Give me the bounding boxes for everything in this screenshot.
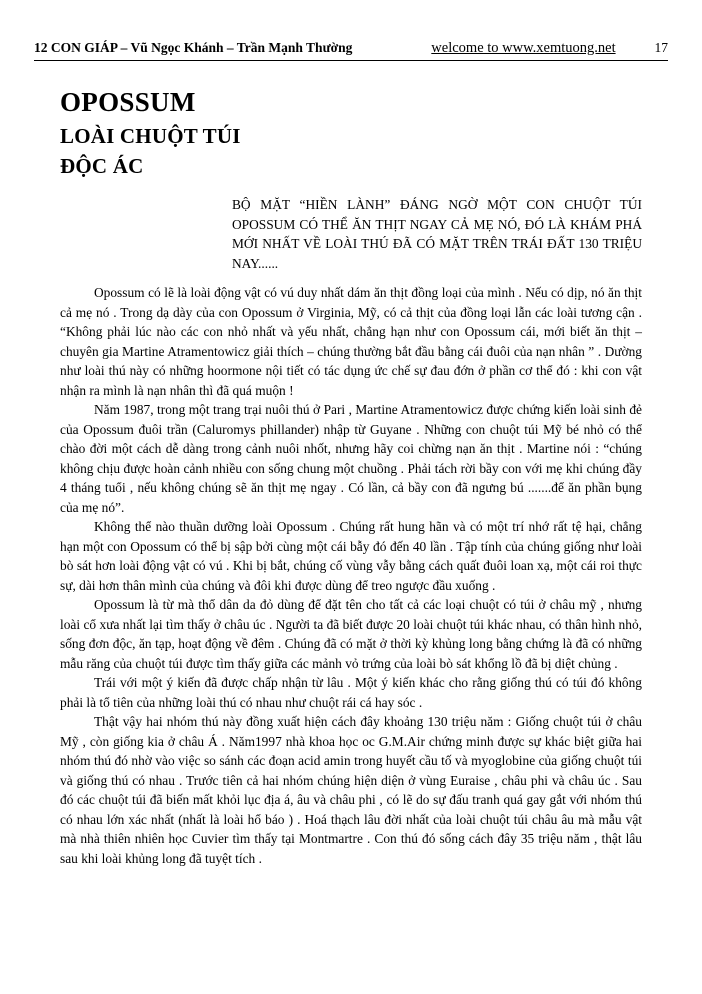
page-header bbox=[34, 40, 668, 59]
article-paragraph: Opossum là từ mà thổ dân da đỏ dùng để đặt tên cho tất cả các loại chuột có túi ở châu mỹ , nhưng loài cổ xưa nhất lại tìm thấy ở châu úc . Người ta đã biết được 20 loài chuột túi khác nhau, có thân hình nhỏ, sống đơn độc, ăn tạp, hoạt động về đêm . Chúng đã có mặt ở thời kỳ khủng long bằng chứng là đã có những mẫu răng của chuột túi được tìm thấy giữa các mảnh vỏ trứng của loài bò sát khổng lồ đã bị diệt chủng . bbox=[60, 597, 642, 671]
header-page-number: 17 bbox=[654, 40, 668, 55]
article-paragraph: Không thể nào thuần dưỡng loài Opossum . Chúng rất hung hãn và có một trí nhớ rất tệ hại, chẳng hạn một con Opossum có thể bị sập bởi cùng một cái bẫy đó đến 40 lần . Tập tính của chúng giống như loài bò sát hơn loài động vật có vú . Khi bị bắt, chúng cố vùng vẫy bằng cách quất đuôi loan xạ, một cái roi thực sự, dài hơn thân mình của chúng và đôi khi được dùng để treo ngược đầu xuống . bbox=[60, 519, 642, 593]
article-paragraph: Opossum có lẽ là loài động vật có vú duy nhất dám ăn thịt đồng loại của mình . Nếu có dịp, nó ăn thịt cả mẹ nó . Trong dạ dày của con Opossum ở Virginia, Mỹ, có cả thịt của đồng loại lẫn các loài tương cận . “Không phải lúc nào các con nhỏ nhất và yếu nhất, chẳng hạn như con Opossum cái, mới biết ăn thịt – chuyên gia Martine Atramentowicz giải thích – chúng thường bắt đầu bằng cái đuôi của nạn nhân ” . Dường như loài thú này có những hoormone nội tiết có tác dụng ức chế sự đau đớn ở phần cơ thể đó : khi con vật nhận ra mình là nạn nhân thì đã quá muộn ! bbox=[60, 285, 642, 398]
page-subtitle-secondary: ĐỘC ÁC bbox=[60, 154, 144, 178]
page-subtitle: LOÀI CHUỘT TÚI bbox=[60, 124, 241, 148]
page-title: OPOSSUM bbox=[60, 87, 196, 117]
article-paragraph: Trái với một ý kiến đã được chấp nhận từ lâu . Một ý kiến khác cho rằng giống thú có túi đó không phải là tổ tiên của những loài thú có nhau như chuột rái cá hay sóc . bbox=[60, 675, 642, 710]
header-website-link[interactable]: welcome to www.xemtuong.net bbox=[431, 40, 616, 56]
header-book-title: 12 CON GIÁP – Vũ Ngọc Khánh – Trần Mạnh Thường bbox=[34, 40, 353, 55]
article-paragraph: Thật vậy hai nhóm thú này đồng xuất hiện cách đây khoảng 130 triệu năm : Giống chuột túi ở châu Mỹ , còn giống kia ở châu Á . Năm1997 nhà khoa học oc G.M.Air chứng minh được sự khác biệt giữa hai nhóm thú đó nhờ vào việc so sánh các đoạn acid amin trong huyết cầu tố và myoglobine của giống chuột túi và giống thú có nhau . Trước tiên cả hai nhóm chúng hiện diện ở vùng Euraise , châu phi và châu úc . Sau đó các chuột túi đã biến mất khỏi lục địa á, âu và châu phi , có lẽ do sự đấu tranh quá gay gắt với nhóm thú có nhau lớn xác nhất (nhất là loài hổ báo ) . Hoá thạch lâu đời nhất của loài chuột túi châu âu mà mẫu vật mà nhà thiên nhiên học Cuvier tìm thấy tại Montmartre . Con thú đó sống cách đây 35 triệu năm , thật lâu sau khi loài khủng long đã tuyệt tích . bbox=[60, 714, 642, 866]
article-lede: BỘ MẶT “HIỀN LÀNH” ĐÁNG NGỜ MỘT CON CHUỘT TÚI OPOSSUM CÓ THỂ ĂN THỊT NGAY CẢ MẸ NÓ, ĐÓ LÀ KHÁM PHÁ MỚI NHẤT VỀ LOÀI THÚ ĐÃ CÓ MẶT TRÊN TRÁI ĐẤT 130 TRIỆU NAY...... bbox=[232, 197, 642, 271]
document-body bbox=[34, 61, 668, 868]
article-paragraph: Năm 1987, trong một trang trại nuôi thú ở Pari , Martine Atramentowicz được chứng kiến loài sinh đẻ của Opossum đuôi trần (Caluromys phillander) nhập từ Guyane . Những con chuột túi Mỹ bé nhỏ có thể chào đời một cách dễ dàng trong cảnh nuôi nhốt, nhưng hãy coi chừng nạn ăn thịt . Martine nói : “chúng không chịu được hoàn cảnh nhiều con sống chung một chuồng . Phải tách rời bầy con với mẹ khi chúng đầy 4 tháng tuổi , nếu không chúng sẽ ăn thịt mẹ ngay . Có lần, cả bầy con đã ngưng bú .......để ăn phần bụng của mẹ nó”. bbox=[60, 402, 642, 515]
